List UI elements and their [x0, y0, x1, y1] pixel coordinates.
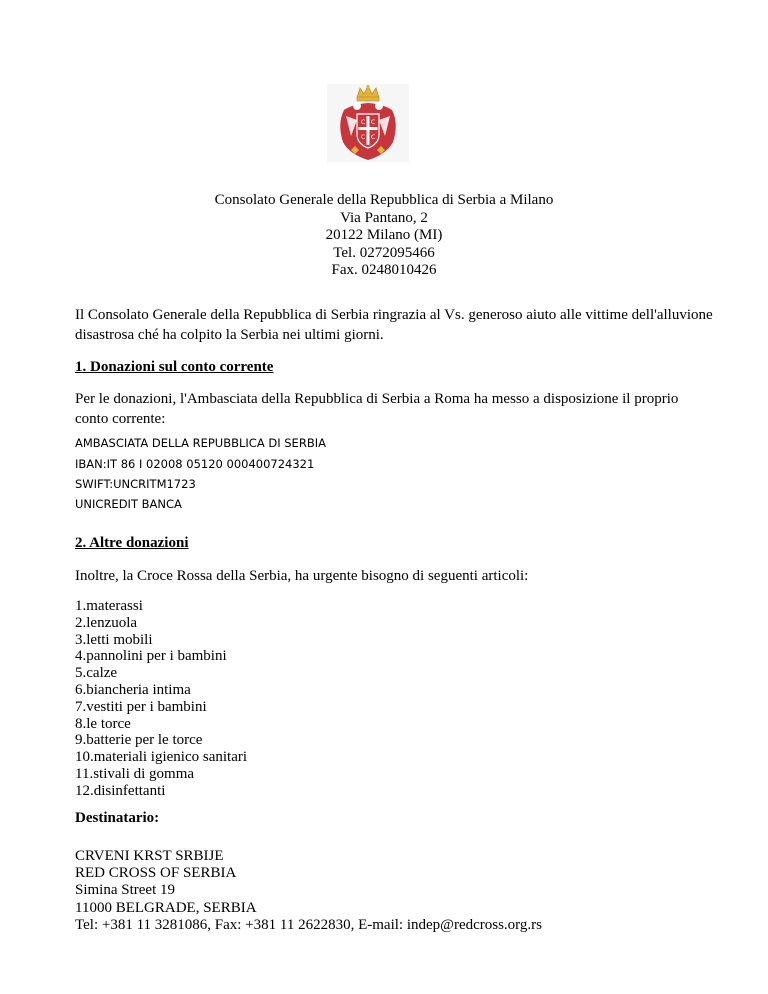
- section1-paragraph: Per le donazioni, l'Ambasciata della Repubblica di Serbia a Roma ha messo a disposizione il proprio conto corrente:: [75, 391, 679, 427]
- recipient-name-english: RED CROSS OF SERBIA: [75, 865, 237, 882]
- svg-text:C: C: [371, 119, 376, 126]
- recipient-heading: Destinatario:: [75, 810, 160, 826]
- list-item: 3.letti mobili: [75, 631, 153, 648]
- section1-heading: 1. Donazioni sul conto corrente: [75, 359, 274, 375]
- recipient-street: Simina Street 19: [75, 882, 175, 899]
- svg-text:C: C: [371, 134, 376, 141]
- consulate-fax: Fax. 0248010426: [331, 262, 437, 278]
- consulate-phone: Tel. 0272095466: [333, 244, 435, 261]
- list-item: 4.pannolini per i bambini: [75, 648, 227, 665]
- intro-paragraph: Il Consolato Generale della Repubblica di Serbia ringrazia al Vs. generoso aiuto alle vittime dell'alluvione disastrosa ché ha colpito la Serbia nei ultimi giorni.: [75, 307, 713, 343]
- recipient-name-local: CRVENI KRST SRBIJE: [75, 848, 224, 864]
- list-item: 1.materassi: [75, 598, 143, 614]
- list-item: 7.vestiti per i bambini: [75, 698, 207, 715]
- bank-account-holder: AMBASCIATA DELLA REPUBBLICA DI SERBIA: [75, 436, 326, 450]
- list-item: 12.disinfettanti: [75, 782, 166, 799]
- bank-iban: IBAN:IT 86 I 02008 05120 000400724321: [75, 457, 315, 471]
- list-item: 6.biancheria intima: [75, 681, 191, 698]
- list-item: 10.materiali igienico sanitari: [75, 749, 248, 766]
- recipient-address: [75, 848, 542, 934]
- needed-items-list: [75, 598, 247, 800]
- consulate-header: [75, 192, 693, 280]
- svg-text:C: C: [361, 134, 366, 141]
- bank-name: UNICREDIT BANCA: [75, 497, 182, 511]
- recipient-city: 11000 BELGRADE, SERBIA: [75, 899, 257, 916]
- list-item: 5.calze: [75, 665, 118, 682]
- list-item: 8.le torce: [75, 715, 131, 732]
- recipient-contacts: Tel: +381 11 3281086, Fax: +381 11 2622830, E-mail: indep@redcross.org.rs: [75, 916, 542, 933]
- consulate-street: Via Pantano, 2: [340, 209, 428, 226]
- list-item: 9.batterie per le torce: [75, 732, 203, 749]
- list-item: 11.stivali di gomma: [75, 765, 195, 782]
- section2-paragraph: Inoltre, la Croce Rossa della Serbia, ha urgente bisogno di seguenti articoli:: [75, 568, 529, 584]
- list-item: 2.lenzuola: [75, 614, 138, 631]
- bank-swift: SWIFT:UNCRITM1723: [75, 477, 196, 491]
- svg-text:C: C: [361, 119, 366, 126]
- consulate-city: 20122 Milano (MI): [325, 227, 443, 243]
- serbian-coat-of-arms-icon: [327, 84, 409, 162]
- consulate-name: Consolato Generale della Repubblica di Serbia a Milano: [214, 192, 554, 208]
- section2-heading: 2. Altre donazioni: [75, 535, 189, 551]
